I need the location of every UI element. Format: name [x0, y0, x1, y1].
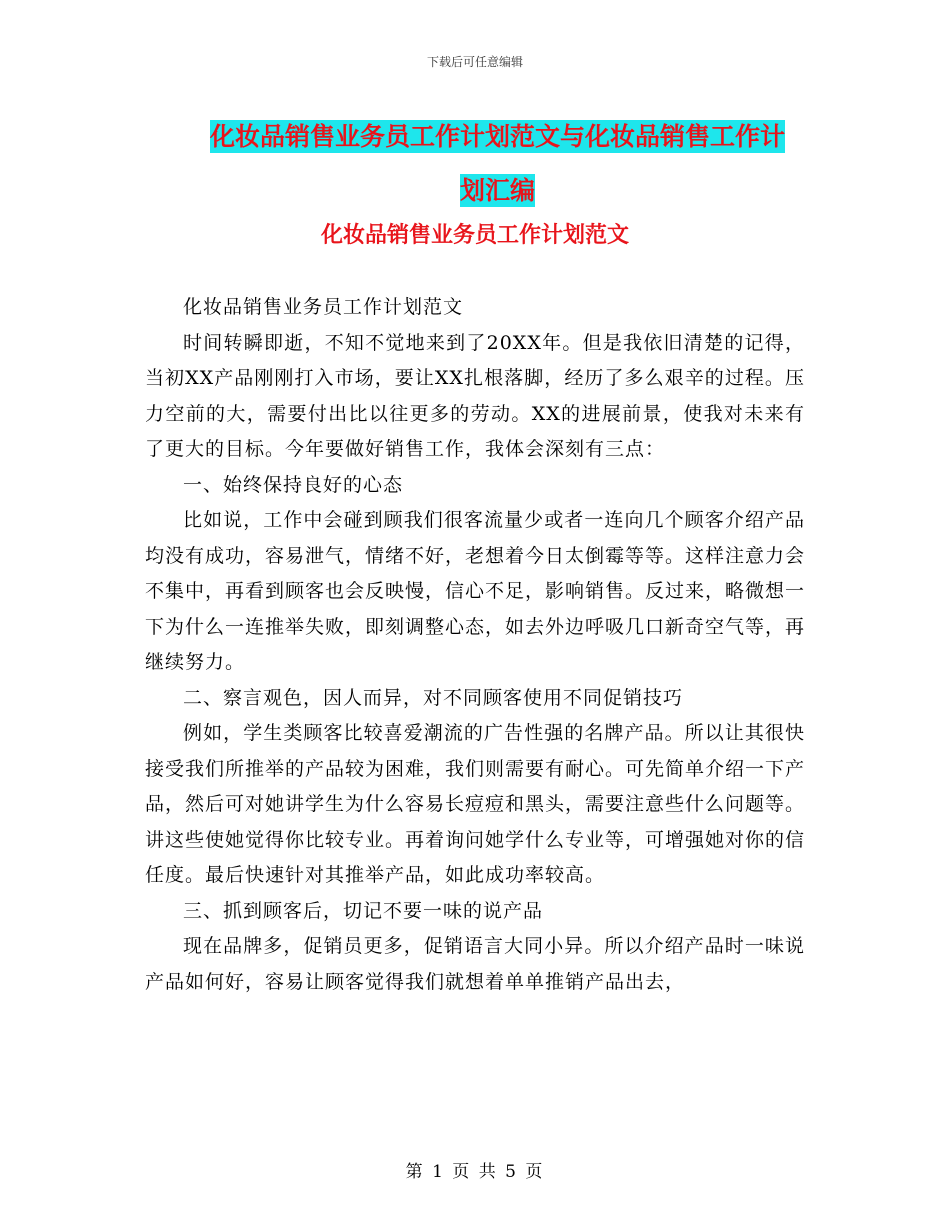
document-body: [145, 290, 805, 1000]
paragraph: 比如说，工作中会碰到顾我们很客流量少或者一连向几个顾客介绍产品均没有成功，容易泄气，情绪不好，老想着今日太倒霉等等。这样注意力会不集中，再看到顾客也会反映慢，信心不足，影响销售。反过来，略微想一下为什么一连推举失败，即刻调整心态，如去外边呼吸几口新奇空气等，再继续努力。: [145, 509, 806, 673]
paragraph-heading: 一、始终保持良好的心态: [183, 473, 404, 496]
main-title-line2: 划汇编: [459, 176, 535, 205]
paragraph: 例如，学生类顾客比较喜爱潮流的广告性强的名牌产品。所以让其很快接受我们所推举的产品较为困难，我们则需要有耐心。可先简单介绍一下产品，然后可对她讲学生为什么容易长痘痘和黑头，需要注意些什么问题等。讲这些使她觉得你比较专业。再着询问她学什么专业等，可增强她对你的信任度。最后快速针对其推举产品，如此成功率较高。: [145, 722, 806, 886]
section-title: 化妆品销售业务员工作计划范文: [320, 223, 629, 248]
paragraph: 时间转瞬即逝，不知不觉地来到了20XX年。但是我依旧清楚的记得，当初XX产品刚刚打入市场，要让XX扎根落脚，经历了多么艰辛的过程。压力空前的大，需要付出比以往更多的劳动。XX的进展前景，使我对未来有了更大的目标。今年要做好销售工作，我体会深刻有三点：: [145, 331, 805, 460]
main-title: [145, 110, 850, 218]
header-note: 下载后可任意编辑: [426, 55, 523, 69]
paragraph-heading: 二、察言观色，因人而异，对不同顾客使用不同促销技巧: [183, 686, 684, 709]
paragraph: 现在品牌多，促销员更多，促销语言大同小异。所以介绍产品时一味说产品如何好，容易让顾客觉得我们就想着单单推销产品出去，: [145, 935, 805, 993]
main-title-line1: 化妆品销售业务员工作计划范文与化妆品销售工作计: [209, 122, 785, 151]
paragraph: 化妆品销售业务员工作计划范文: [183, 296, 464, 318]
page-footer: 第 1 页 共 5 页: [405, 1162, 545, 1182]
paragraph-heading: 三、抓到顾客后，切记不要一味的说产品: [183, 899, 544, 922]
